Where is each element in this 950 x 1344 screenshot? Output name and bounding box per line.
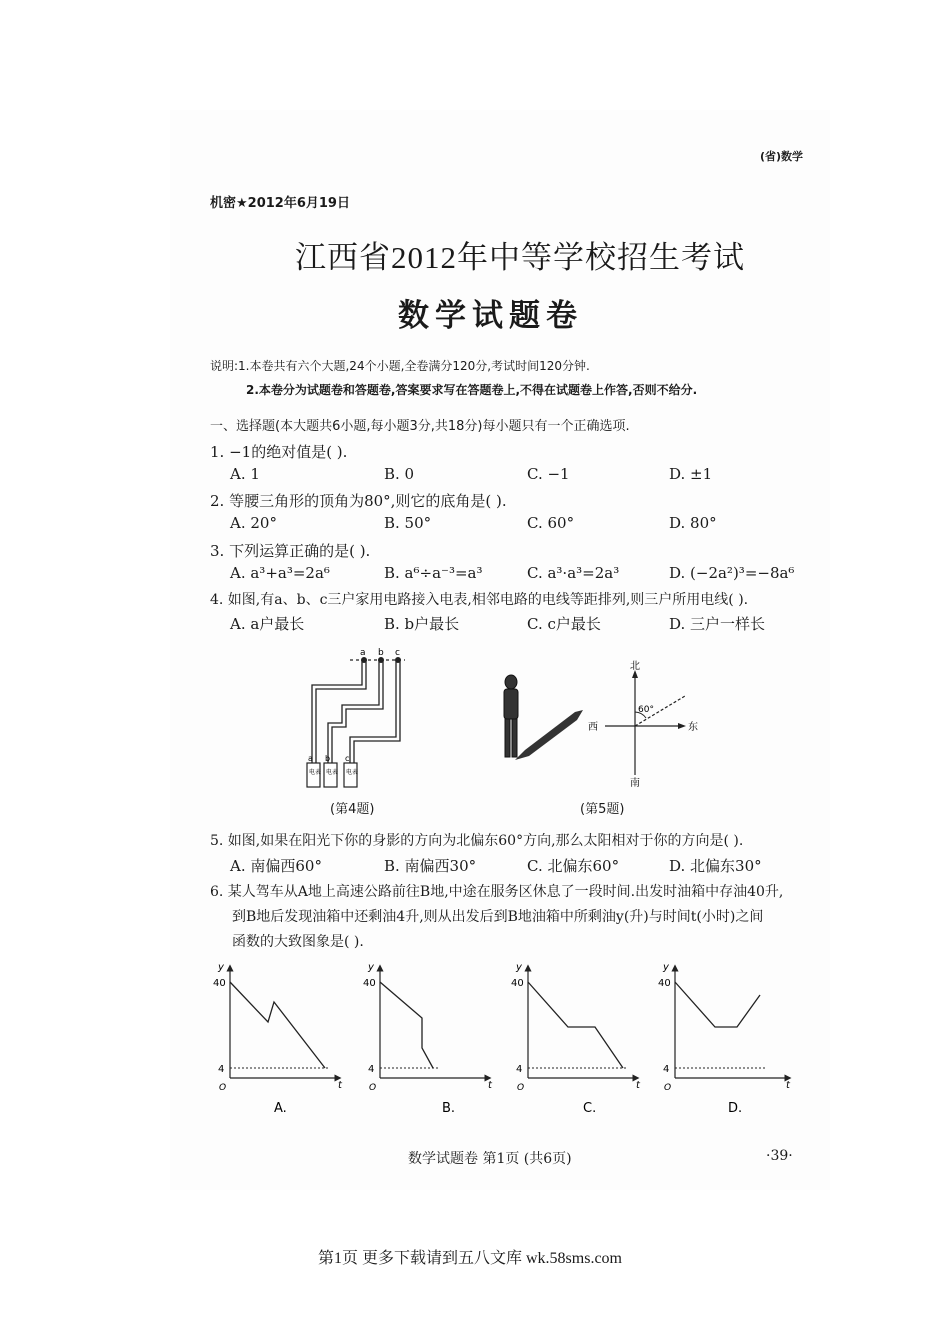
website-footer: 第1页 更多下载请到五八文库 wk.58sms.com (318, 1250, 623, 1267)
q1-option-c: C. −1 (527, 465, 570, 483)
graph-c (511, 962, 641, 1093)
fig4-label-a: a (360, 648, 366, 658)
compass-north: 北 (630, 661, 640, 672)
question-6-line-2: 到B地后发现油箱中还剩油4升,则从出发后到B地油箱中所剩油y(升)与时间t(小时)之间 (232, 909, 764, 925)
compass-south: 南 (630, 778, 640, 789)
q5-option-a: A. 南偏西60° (230, 857, 322, 875)
q1-option-d: D. ±1 (669, 465, 713, 483)
svg-text:40: 40 (213, 978, 226, 989)
question-5: 5. 如图,如果在阳光下你的身影的方向为北偏东60°方向,那么太阳相对于你的方向是( ). (210, 833, 744, 849)
fig4-label-b: b (378, 648, 384, 658)
q2-option-c: C. 60° (527, 514, 575, 532)
figure-5-caption: (第5题) (580, 802, 625, 817)
figure-5-person-shadow (495, 672, 585, 767)
svg-text:t: t (338, 1080, 342, 1091)
svg-text:4: 4 (368, 1064, 375, 1075)
exam-title: 江西省2012年中等学校招生考试 (295, 240, 745, 275)
figure-4-caption: (第4题) (330, 802, 375, 817)
q2-option-d: D. 80° (669, 514, 717, 532)
svg-text:4: 4 (218, 1064, 225, 1075)
q2-option-a: A. 20° (230, 514, 277, 532)
graph-a (213, 962, 343, 1093)
svg-text:电表: 电表 (309, 769, 322, 776)
svg-text:y: y (368, 962, 374, 973)
compass-angle: 60° (638, 705, 654, 715)
q2-option-b: B. 50° (384, 514, 432, 532)
page-info: 数学试题卷 第1页 (共6页) (408, 1151, 572, 1167)
q1-option-b: B. 0 (384, 465, 415, 483)
q4-option-b: B. b户最长 (384, 615, 460, 633)
q3-option-a: A. a³+a³=2a⁶ (230, 564, 330, 582)
svg-text:40: 40 (511, 978, 524, 989)
question-2: 2. 等腰三角形的顶角为80°,则它的底角是( ). (210, 492, 507, 510)
svg-text:O: O (664, 1083, 672, 1093)
q5-option-b: B. 南偏西30° (384, 857, 477, 875)
fig4-label-c: c (395, 648, 400, 658)
figure-4-wiring (290, 645, 420, 795)
svg-text:y: y (218, 962, 224, 973)
graph-a-label: A. (274, 1101, 287, 1116)
question-6-graphs (210, 960, 810, 1120)
question-4: 4. 如图,有a、b、c三户家用电路接入电表,相邻电路的电线等距排列,则三户所用电线( ). (210, 592, 749, 608)
svg-text:t: t (488, 1080, 492, 1091)
question-1: 1. −1的绝对值是( ). (210, 443, 348, 461)
compass-west: 西 (588, 722, 598, 733)
svg-text:y: y (663, 962, 669, 973)
exam-subtitle: 数学试题卷 (398, 298, 583, 334)
svg-text:b: b (325, 754, 331, 763)
q1-option-a: A. 1 (230, 465, 260, 483)
question-3: 3. 下列运算正确的是( ). (210, 542, 371, 560)
svg-text:O: O (517, 1083, 525, 1093)
graph-b-label: B. (442, 1101, 456, 1116)
graph-d-label: D. (728, 1101, 743, 1116)
q5-option-c: C. 北偏东60° (527, 857, 620, 875)
svg-text:c: c (345, 754, 350, 763)
svg-text:t: t (786, 1080, 790, 1091)
svg-text:y: y (516, 962, 522, 973)
svg-text:a: a (308, 754, 313, 763)
graph-d (658, 962, 791, 1093)
question-6-line-3: 函数的大致图象是( ). (232, 934, 364, 950)
page-number: ·39· (766, 1148, 793, 1164)
svg-text:40: 40 (363, 978, 376, 989)
q5-option-d: D. 北偏东30° (669, 857, 762, 875)
graph-c-label: C. (583, 1101, 597, 1116)
graph-b (363, 962, 493, 1093)
svg-text:电表: 电表 (346, 769, 359, 776)
note-1: 说明:1.本卷共有六个大题,24个小题,全卷满分120分,考试时间120分钟. (210, 359, 590, 373)
q3-option-d: D. (−2a²)³=−8a⁶ (669, 564, 795, 582)
svg-text:O: O (219, 1083, 227, 1093)
svg-text:4: 4 (516, 1064, 523, 1075)
svg-text:t: t (636, 1080, 640, 1091)
q3-option-c: C. a³·a³=2a³ (527, 564, 620, 582)
q3-option-b: B. a⁶÷a⁻³=a³ (384, 564, 483, 582)
corner-label: (省)数学 (760, 150, 804, 163)
question-6-line-1: 6. 某人驾车从A地上高速公路前往B地,中途在服务区休息了一段时间.出发时油箱中存油40升, (210, 884, 784, 900)
figure-5-compass (580, 660, 710, 790)
svg-text:4: 4 (663, 1064, 670, 1075)
svg-text:电表: 电表 (326, 769, 339, 776)
q4-option-d: D. 三户一样长 (669, 615, 766, 633)
svg-text:O: O (369, 1083, 377, 1093)
svg-text:40: 40 (658, 978, 671, 989)
compass-east: 东 (688, 722, 698, 733)
q4-option-c: C. c户最长 (527, 615, 601, 633)
secret-date: 机密★2012年6月19日 (210, 196, 350, 211)
q4-option-a: A. a户最长 (230, 615, 305, 633)
section-heading: 一、选择题(本大题共6小题,每小题3分,共18分)每小题只有一个正确选项. (210, 419, 630, 434)
note-2: 2.本卷分为试题卷和答题卷,答案要求写在答题卷上,不得在试题卷上作答,否则不给分. (246, 383, 698, 397)
